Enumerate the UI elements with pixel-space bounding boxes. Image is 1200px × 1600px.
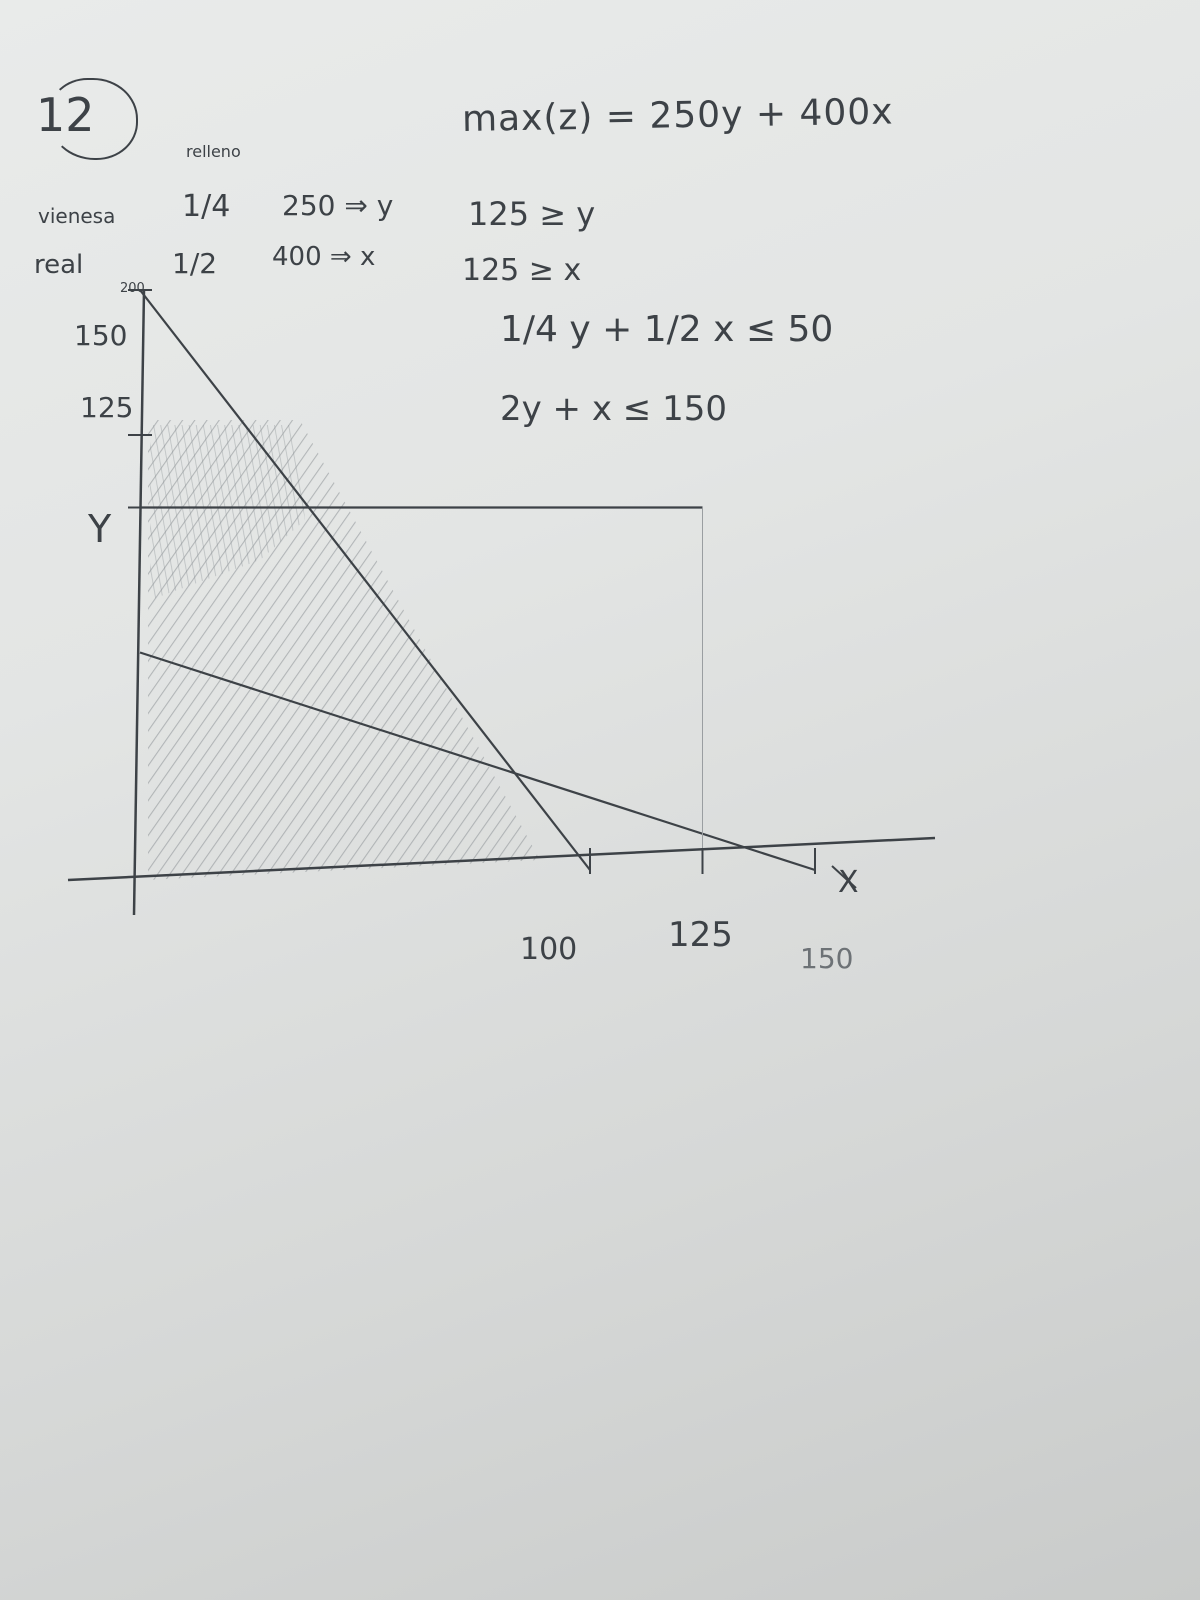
y-tick-125: 125 bbox=[80, 391, 134, 424]
x-axis-label: X bbox=[838, 865, 859, 900]
y-axis-label: Y bbox=[88, 507, 112, 551]
column-header: relleno bbox=[186, 142, 241, 161]
row-profit-real: 400 ⇒ x bbox=[272, 242, 376, 272]
row-profit-vienesa: 250 ⇒ y bbox=[282, 189, 394, 222]
constraint-3: 1/4 y + 1/2 x ≤ 50 bbox=[500, 309, 834, 350]
x-tick-150: 150 bbox=[800, 942, 854, 975]
problem-number: 12 bbox=[36, 88, 95, 142]
y-tick-150: 150 bbox=[74, 319, 128, 352]
constraint-4: 2y + x ≤ 150 bbox=[500, 389, 727, 429]
row-fraction-vienesa: 1/4 bbox=[182, 189, 231, 224]
y-tick-200: 200 bbox=[120, 281, 145, 296]
objective-function: max(z) = 250y + 400x bbox=[461, 91, 894, 140]
x-tick-100: 100 bbox=[520, 932, 578, 967]
row-fraction-real: 1/2 bbox=[172, 247, 218, 280]
row-name-real: real bbox=[34, 250, 84, 280]
y-axis bbox=[134, 290, 144, 915]
x-tick-125: 125 bbox=[668, 915, 733, 955]
constraint-2: 125 ≥ x bbox=[462, 253, 582, 288]
row-name-vienesa: vienesa bbox=[38, 204, 116, 228]
constraint-1: 125 ≥ y bbox=[468, 195, 596, 233]
